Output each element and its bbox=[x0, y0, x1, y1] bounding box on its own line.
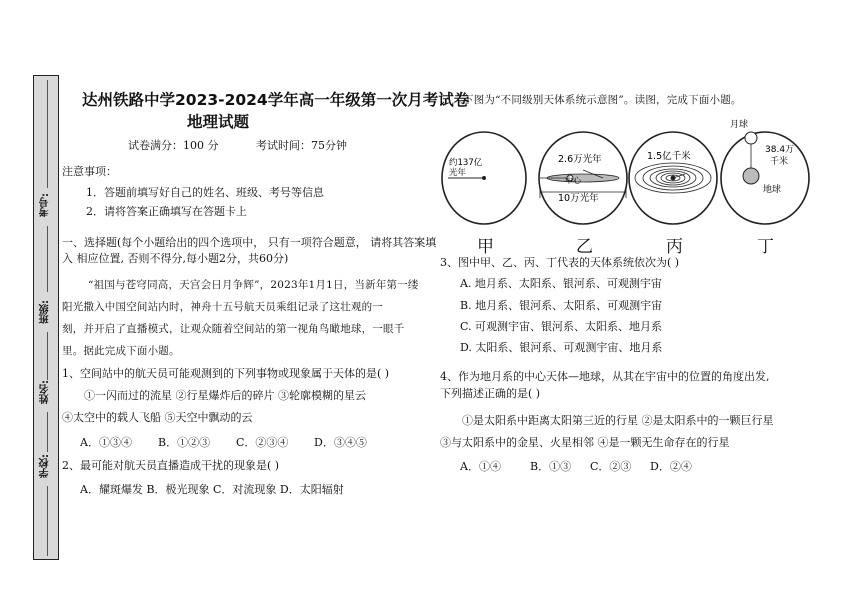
binding-line bbox=[47, 226, 48, 292]
full-score: 试卷满分：100 分 bbox=[128, 139, 219, 152]
diagram-bing bbox=[629, 132, 717, 224]
binding-line bbox=[47, 332, 48, 380]
yi-text-top: 2.6万光年 bbox=[558, 154, 602, 165]
passage-line: “祖国与苍穹同高，天宫会日月争辉”，2023年1月1日，当新年第一缕 bbox=[88, 279, 419, 291]
passage-line: 阳光撒入中国空间站内时，神舟十五号航天员乘组记录了这壮观的一 bbox=[62, 301, 383, 313]
question-3-option-d[interactable]: D. 太阳系、银河系、可观测宇宙、地月系 bbox=[460, 341, 663, 354]
diagram-intro: 下图为“不同级别天体系统示意图”。读图，完成下面小题。 bbox=[463, 94, 742, 106]
question-4-items: ③与太阳系中的金星、火星相邻 ④是一颗无生命存在的行星 bbox=[440, 436, 730, 449]
question-1-items: ④太空中的载人飞船 ⑤天空中飘动的云 bbox=[62, 411, 253, 424]
exam-subtitle: 地理试题 bbox=[187, 113, 250, 131]
bing-text: 1.5亿千米 bbox=[647, 151, 691, 162]
diagram-label-ding: 丁 bbox=[757, 237, 774, 257]
question-1-option-c[interactable]: C．②③④ bbox=[236, 436, 289, 449]
question-4-stem-cont: 下列描述正确的是( ) bbox=[440, 387, 541, 400]
binding-label-class: 班级: bbox=[40, 300, 51, 324]
ding-dist-1: 38.4万 bbox=[765, 145, 795, 155]
section-heading-cont: 入 相应位置, 否则不得分,每小题2分，共60分) bbox=[62, 252, 289, 265]
question-1-option-b[interactable]: B．①②③ bbox=[158, 436, 211, 449]
ding-earth: 地球 bbox=[763, 185, 782, 195]
question-4-option-d[interactable]: D．②④ bbox=[650, 460, 692, 473]
question-1-stem: 1、空间站中的航天员可能观测到的下列事物或现象属于天体的是( ) bbox=[62, 367, 390, 380]
jia-text-2: 光年 bbox=[449, 168, 467, 178]
diagram-label-yi: 乙 bbox=[576, 237, 593, 257]
binding-strip bbox=[33, 75, 59, 560]
diagram-label-bing: 丙 bbox=[666, 237, 683, 257]
binding-label-exam-number: 考号: bbox=[40, 193, 51, 217]
binding-line bbox=[47, 486, 48, 556]
question-3-stem: 3、图中甲、乙、丙、丁代表的天体系统依次为( ) bbox=[440, 256, 680, 269]
question-3-option-a[interactable]: A. 地月系、太阳系、银河系、可观测宇宙 bbox=[460, 277, 662, 290]
question-4-option-b[interactable]: B．①③ bbox=[530, 460, 572, 473]
ding-dist-2: 千米 bbox=[770, 157, 789, 167]
diagram-yi bbox=[539, 132, 627, 224]
yi-center: 中心 bbox=[565, 176, 581, 185]
question-3-option-c[interactable]: C. 可观测宇宙、银河系、太阳系、地月系 bbox=[460, 320, 663, 333]
diagram-ding bbox=[721, 118, 809, 224]
jia-text-1: 约137亿 bbox=[449, 158, 483, 168]
binding-line bbox=[47, 80, 48, 188]
yi-text-bottom: 10万光年 bbox=[558, 193, 599, 204]
question-3-option-b[interactable]: B. 地月系、银河系、太阳系、可观测宇宙 bbox=[460, 299, 663, 312]
question-4-stem: 4、作为地月系的中心天体—地球，从其在宇宙中的位置的角度出发, bbox=[440, 370, 770, 383]
notice-item: 1．答题前填写好自己的姓名、班级、考号等信息 bbox=[86, 186, 324, 199]
exam-time: 考试时间：75分钟 bbox=[256, 139, 347, 152]
ding-moon: 月球 bbox=[730, 120, 749, 130]
question-1-option-a[interactable]: A．①③④ bbox=[80, 436, 132, 449]
question-2-options[interactable]: A．耀斑爆发 B．极光现象 C．对流现象 D．太阳辐射 bbox=[80, 483, 344, 496]
notice-item: 2．请将答案正确填写在答题卡上 bbox=[86, 205, 247, 218]
question-2-stem: 2、最可能对航天员直播造成干扰的现象是( ) bbox=[62, 459, 280, 472]
question-1-option-d[interactable]: D．③④⑤ bbox=[314, 436, 367, 449]
question-4-option-c[interactable]: C．②③ bbox=[590, 460, 632, 473]
diagram-jia bbox=[442, 132, 526, 224]
binding-label-name: 姓名: bbox=[40, 380, 51, 404]
section-heading: 一、选择题(每个小题给出的四个选项中， 只有一项符合题意， 请将其答案填 bbox=[62, 236, 437, 249]
notice-heading: 注意事项： bbox=[62, 165, 117, 178]
question-1-items: ①一闪而过的流星 ②行星爆炸后的碎片 ③轮廓模糊的星云 bbox=[84, 389, 366, 402]
passage-line: 刻，并开启了直播模式，让观众随着空间站的第一视角鸟瞰地球，一眼千 bbox=[62, 323, 405, 335]
exam-title: 达州铁路中学2023-2024学年高一年级第一次月考试卷 bbox=[82, 91, 470, 109]
question-4-items: ①是太阳系中距离太阳第三近的行星 ②是太阳系中的一颗巨行星 bbox=[462, 414, 774, 427]
binding-label-school: 学校: bbox=[40, 454, 51, 478]
binding-line bbox=[47, 412, 48, 452]
diagram-label-jia: 甲 bbox=[477, 237, 494, 257]
passage-line: 里。据此完成下面小题。 bbox=[62, 345, 180, 357]
question-4-option-a[interactable]: A．①④ bbox=[460, 460, 501, 473]
